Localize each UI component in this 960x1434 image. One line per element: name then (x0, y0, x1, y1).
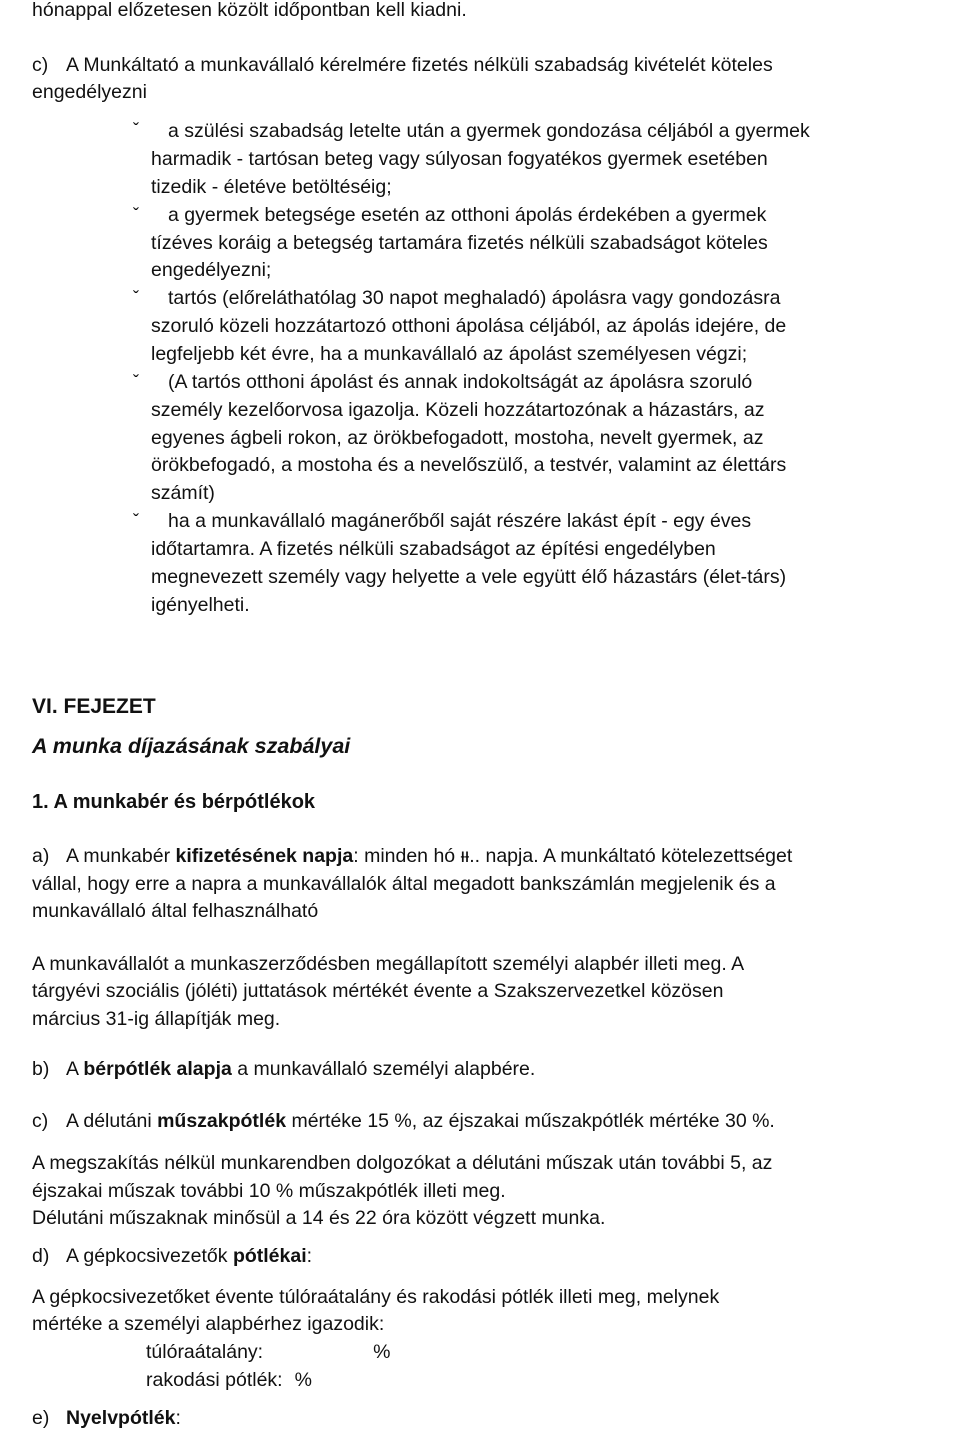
bullet-line: a gyermek betegsége esetén az otthoni ápolás érdekében a gyermek (168, 204, 767, 226)
bullet-line: (A tartós otthoni ápolást és annak indokoltságát az ápolásra szoruló (168, 371, 753, 393)
bullet-line: ha a munkavállaló magánerőből saját részére lakást épít - egy éves (168, 510, 752, 532)
bullet-marker: ˇ (133, 120, 139, 140)
overtime-row (146, 1339, 390, 1367)
item-d-paragraph (32, 1243, 312, 1271)
bullet-marker: ˇ (133, 372, 139, 392)
base-salary-line: A munkavállalót a munkaszerződésben megállapított személyi alapbér illeti meg. A (32, 953, 745, 975)
item-a-paragraph (32, 843, 792, 871)
shift-allowance-line: A megszakítás nélkül munkarendben dolgozókat a délutáni műszak után további 5, az (32, 1152, 773, 1174)
bullet-line: szoruló közeli hozzátartozó otthoni ápolása céljából, az ápolás idejére, de (151, 315, 787, 337)
item-d-bold: pótlékai (232, 1245, 307, 1267)
bullet-line: megnevezett személy vagy helyette a vele együtt élő házastárs (élet-társ) (151, 566, 787, 588)
item-b-bold: bérpótlék alapja (83, 1058, 232, 1080)
bullet-line: személy kezelőorvosa igazolja. Közeli hozzátartozónak a házastárs, az (151, 399, 765, 421)
item-label: c) (32, 54, 49, 76)
unpaid-leave-line: A Munkáltató a munkavállaló kérelmére fizetés nélküli szabadság kivételét köteles (66, 54, 773, 76)
item-c-text: A délutáni (66, 1110, 158, 1132)
base-salary-line: tárgyévi szociális (jóléti) juttatások mértékét évente a Szakszervezetkel közösen (32, 980, 724, 1002)
section-heading: 1. A munkabér és bérpótlékok (32, 791, 316, 813)
chapter-title: A munka díjazásának szabályai (32, 734, 351, 758)
unpaid-leave-paragraph (32, 52, 773, 80)
intro-tail-text: hónappal előzetesen közölt időpontban kell kiadni. (32, 0, 467, 21)
shift-allowance-line: Délutáni műszaknak minősül a 14 és 22 óra között végzett munka. (32, 1207, 606, 1229)
bullet-marker: ˇ (133, 511, 139, 531)
bullet-line: harmadik - tartósan beteg vagy súlyosan fogyatékos gyermek esetében (151, 148, 768, 170)
bullet-line: tizedik - életéve betöltéséig; (151, 176, 392, 198)
item-c-paragraph (32, 1108, 775, 1136)
bullet-marker: ˇ (133, 205, 139, 225)
base-salary-line: március 31-ig állapítják meg. (32, 1008, 281, 1030)
item-d-text: A gépkocsivezetők (66, 1245, 233, 1267)
item-c-bold: műszakpótlék (157, 1110, 287, 1132)
item-a-text: : minden hó (353, 845, 461, 867)
item-a-bold: kifizetésének napja (175, 845, 354, 867)
bullet-line: tízéves koráig a betegség tartamára fizetés nélküli szabadságot köteles (151, 232, 768, 254)
item-e-text: : (175, 1407, 181, 1429)
driver-allowance-line: mértéke a személyi alapbérhez igazodik: (32, 1313, 385, 1335)
driver-allowance-line: A gépkocsivezetőket évente túlóraátalány és rakodási pótlék illeti meg, melynek (32, 1286, 720, 1308)
item-label: c) (32, 1110, 49, 1132)
chapter-number: VI. FEJEZET (32, 695, 156, 718)
item-a-line: munkavállaló által felhasználható (32, 900, 319, 922)
item-label: a) (32, 845, 50, 867)
bullet-line: örökbefogadó, a mostoha és a nevelőszülő, a testvér, valamint az élettárs (151, 454, 787, 476)
bullet-line: időtartamra. A fizetés nélküli szabadságot az építési engedélyben (151, 538, 716, 560)
bullet-line: a szülési szabadság letelte után a gyermek gondozása céljából a gyermek (168, 120, 810, 142)
item-d-text: : (306, 1245, 313, 1267)
bullet-line: számít) (151, 482, 215, 504)
shift-allowance-line: éjszakai műszak további 10 % műszakpótlék illeti meg. (32, 1180, 506, 1202)
bullet-marker: ˇ (133, 288, 139, 308)
bullet-line: egyenes ágbeli rokon, az örökbefogadott, mostoha, nevelt gyermek, az (151, 427, 764, 449)
loading-value: % (294, 1369, 312, 1391)
bullet-line: engedélyezni; (151, 259, 272, 281)
item-label: b) (32, 1058, 50, 1080)
unpaid-leave-line: engedélyezni (32, 81, 147, 103)
payday-placeholder: ᵼᵼ (460, 845, 470, 867)
bullet-line: igényelheti. (151, 594, 250, 616)
item-label: d) (32, 1245, 50, 1267)
item-b-text: A (66, 1058, 84, 1080)
item-a-text: .. napja. A munkáltató kötelezettséget (469, 845, 793, 867)
item-e-bold: Nyelvpótlék (66, 1407, 176, 1429)
item-label: e) (32, 1407, 50, 1429)
overtime-value: % (373, 1341, 391, 1363)
bullet-line: tartós (előreláthatólag 30 napot meghaladó) ápolásra vagy gondozásra (168, 287, 781, 309)
item-e-paragraph (32, 1405, 181, 1433)
item-c-text: mértéke 15 %, az éjszakai műszakpótlék mértéke 30 %. (286, 1110, 775, 1132)
item-b-paragraph (32, 1056, 535, 1084)
loading-label: rakodási pótlék: (146, 1369, 283, 1391)
overtime-label: túlóraátalány: (146, 1341, 264, 1363)
item-b-text: a munkavállaló személyi alapbére. (231, 1058, 536, 1080)
item-a-text: A munkabér (66, 845, 176, 867)
item-a-line: vállal, hogy erre a napra a munkavállalók által megadott bankszámlán megjelenik és a (32, 873, 776, 895)
bullet-line: legfeljebb két évre, ha a munkavállaló az ápolást személyesen végzi; (151, 343, 748, 365)
loading-row (146, 1367, 312, 1395)
